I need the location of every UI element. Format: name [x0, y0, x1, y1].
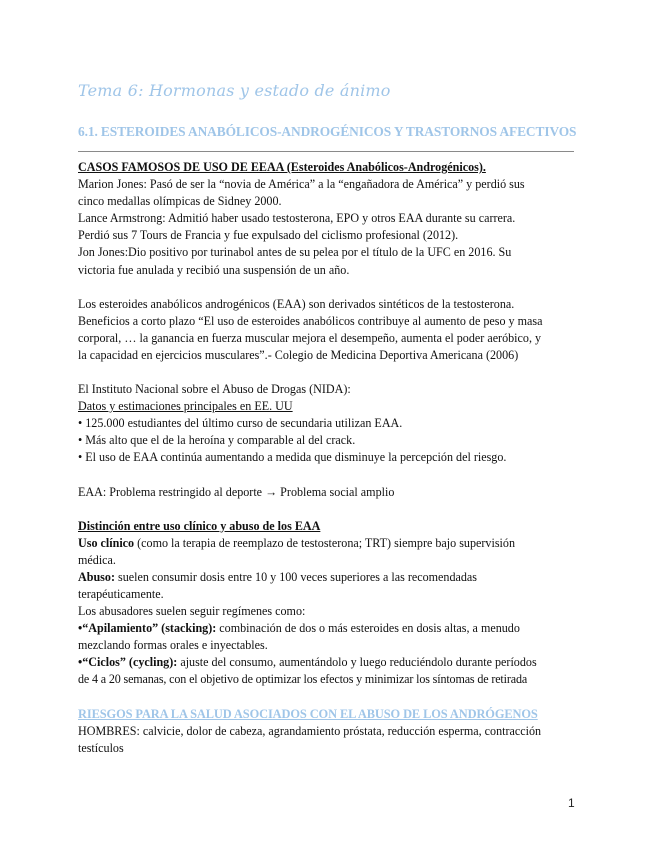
distinction-heading: Distinción entre uso clínico y abuso de los EAA	[78, 518, 321, 533]
paragraph-line: la capacidad en ejercicios musculares”.- Colegio de Medicina Deportiva Americana (2006)	[78, 347, 519, 362]
cycling-line: •“Ciclos” (cycling): ajuste del consumo, aumentándolo y luego reduciéndolo durante períodos	[78, 655, 537, 670]
paragraph-line: de 4 a 20 semanas, con el objetivo de optimizar los efectos y minimizar los síntomas de retirada	[78, 672, 528, 687]
paragraph-line: Jon Jones:Dio positivo por turinabol antes de su pelea por el título de la UFC en 2016. Su	[78, 245, 512, 260]
risks-heading: RIESGOS PARA LA SALUD ASOCIADOS CON EL ABUSO DE LOS ANDRÓGENOS	[78, 706, 538, 721]
paragraph-line: médica.	[78, 552, 116, 567]
paragraph-line: Lance Armstrong: Admitió haber usado testosterona, EPO y otros EAA durante su carrera.	[78, 211, 516, 226]
bullet-item: • 125.000 estudiantes del último curso de secundaria utilizan EAA.	[78, 416, 403, 431]
paragraph-line: corporal, … la ganancia en fuerza muscular mejora el desempeño, aumenta el poder aeróbico, y	[78, 330, 542, 345]
abuse-line: Abuso: suelen consumir dosis entre 10 y 100 veces superiores a las recomendadas	[78, 569, 478, 584]
paragraph-line: terapéuticamente.	[78, 586, 164, 601]
famous-cases-heading: CASOS FAMOSOS DE USO DE EEAA (Esteroides Anabólicos-Androgénicos).	[78, 160, 486, 174]
stacking-line: •“Apilamiento” (stacking): combinación de dos o más esteroides en dosis altas, a menudo	[78, 621, 520, 636]
section-heading: 6.1. ESTEROIDES ANABÓLICOS-ANDROGÉNICOS Y TRASTORNOS AFECTIVOS	[78, 124, 577, 139]
paragraph-line: HOMBRES: calvicie, dolor de cabeza, agrandamiento próstata, reducción esperma, contracción	[78, 723, 542, 738]
eaa-problem-line: EAA: Problema restringido al deporte → Problema social amplio	[78, 484, 395, 499]
bullet-item: • El uso de EAA continúa aumentando a medida que disminuye la percepción del riesgo.	[78, 450, 507, 465]
bullet-item: • Más alto que el de la heroína y comparable al del crack.	[78, 433, 356, 448]
clinical-use-line: Uso clínico (como la terapia de reemplazo de testosterona; TRT) siempre bajo supervisión	[78, 535, 515, 550]
page-number: 1	[568, 796, 575, 810]
paragraph-line: mezclando formas orales e inyectables.	[78, 638, 268, 653]
nida-intro: El Instituto Nacional sobre el Abuso de Drogas (NIDA):	[78, 382, 351, 397]
document-title: Tema 6: Hormonas y estado de ánimo	[78, 81, 391, 100]
divider-line	[78, 151, 574, 152]
paragraph-line: victoria fue anulada y recibió una suspensión de un año.	[78, 262, 350, 277]
regimes-intro: Los abusadores suelen seguir regímenes como:	[78, 604, 306, 619]
paragraph-line: Perdió sus 7 Tours de Francia y fue expulsado del ciclismo profesional (2012).	[78, 228, 459, 243]
paragraph-line: cinco medallas olímpicas de Sidney 2000.	[78, 194, 282, 209]
paragraph-line: Los esteroides anabólicos androgénicos (EAA) son derivados sintéticos de la testosterona.	[78, 296, 515, 311]
document-body	[78, 159, 578, 757]
paragraph-line: Marion Jones: Pasó de ser la “novia de América” a la “engañadora de América” y perdió sus	[78, 177, 525, 192]
nida-subheading: Datos y estimaciones principales en EE. UU	[78, 399, 293, 414]
paragraph-line: testículos	[78, 740, 124, 755]
paragraph-line: Beneficios a corto plazo “El uso de esteroides anabólicos contribuye al aumento de peso y masa	[78, 313, 543, 328]
